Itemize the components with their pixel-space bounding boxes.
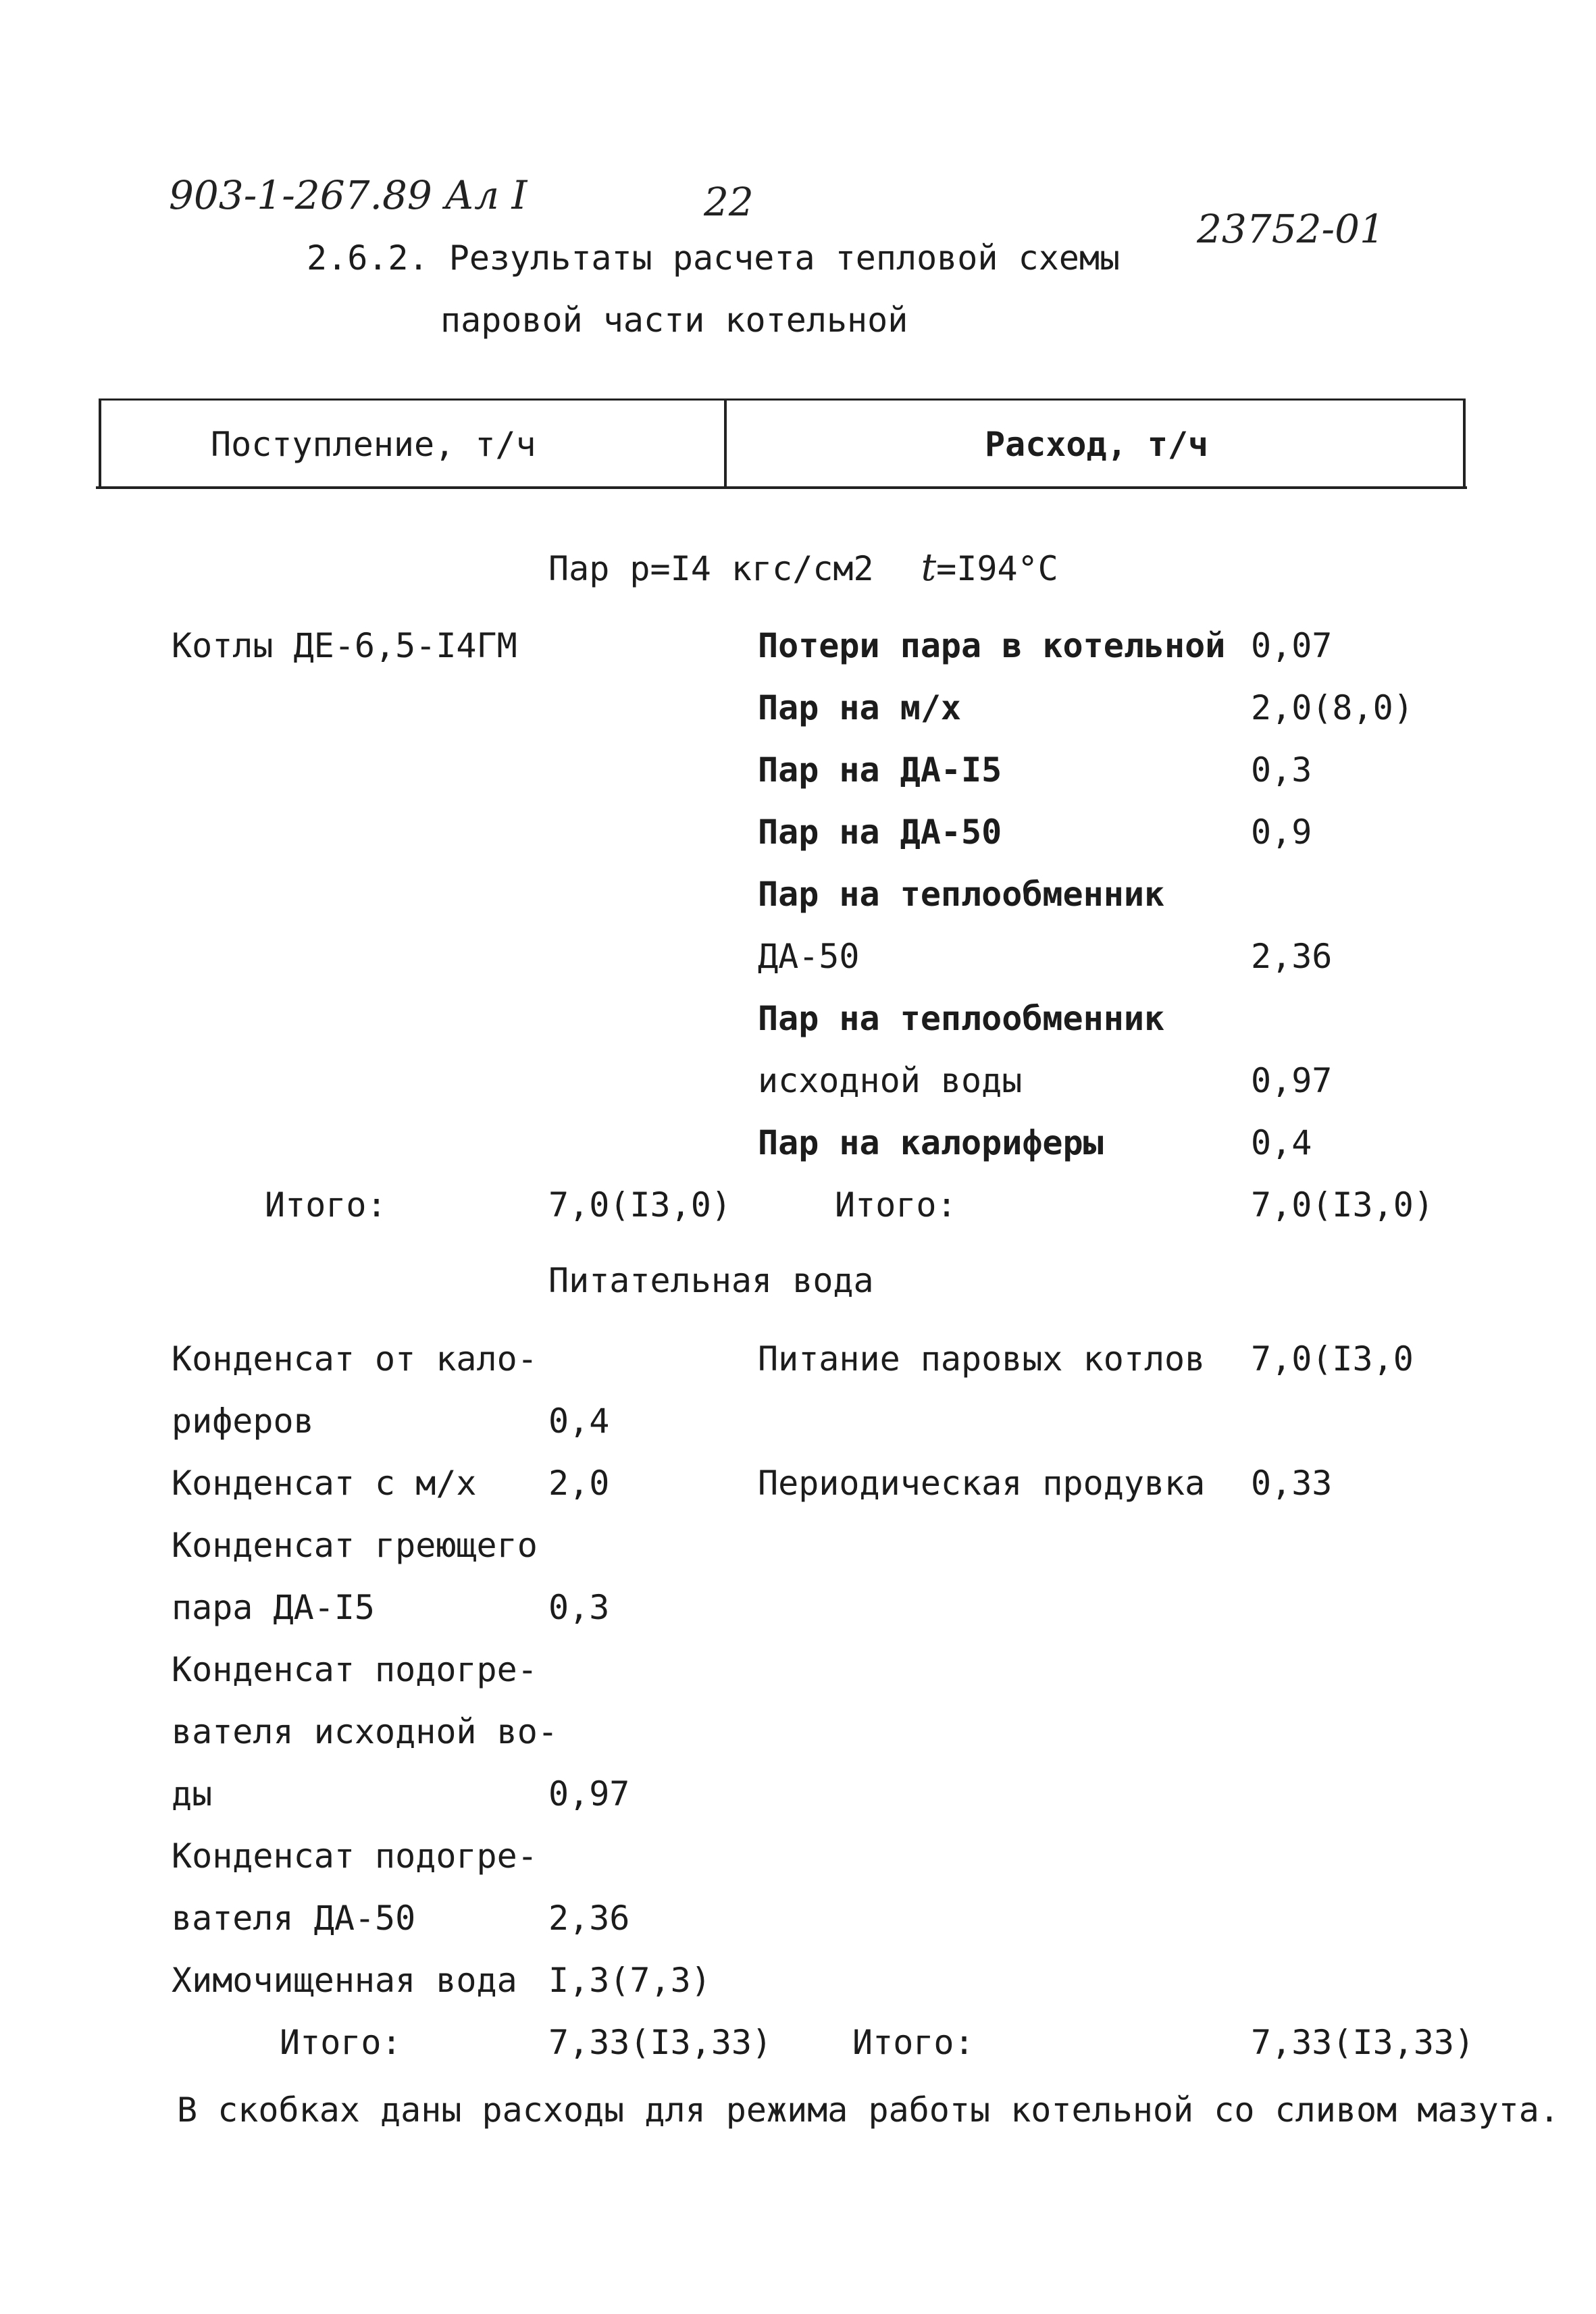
water-incoming-label-6: вателя исходной во- xyxy=(172,1712,558,1751)
steam-section-heading xyxy=(548,546,1058,590)
steam-incoming-label-0: Котлы ДЕ-6,5-I4ГМ xyxy=(172,626,517,665)
steam-total-label-out: Итого: xyxy=(835,1185,957,1225)
water-incoming-label-10: Химочищенная вода xyxy=(172,1961,517,2000)
section-title: 2.6.2. Результаты расчета тепловой схемы xyxy=(307,238,1121,278)
table-header-bottom-rule xyxy=(96,486,1467,489)
steam-outgoing-value-2: 0,3 xyxy=(1251,750,1312,790)
footnote: В скобках даны расходы для режима работы котельной со сливом мазута. xyxy=(177,2090,1560,2130)
steam-heading-temperature: =I94°C xyxy=(936,549,1058,588)
water-incoming-label-7: ды xyxy=(172,1774,213,1814)
steam-outgoing-value-3: 0,9 xyxy=(1251,813,1312,852)
steam-outgoing-label-3: Пар на ДА-50 xyxy=(758,813,1002,852)
steam-outgoing-label-4: Пар на теплообменник xyxy=(758,875,1165,914)
water-incoming-label-3: Конденсат греющего xyxy=(172,1526,538,1565)
steam-outgoing-label-5: ДА-50 xyxy=(758,937,860,976)
column-header-incoming: Поступление, т/ч xyxy=(211,425,536,464)
steam-total-value-out: 7,0(I3,0) xyxy=(1251,1185,1434,1225)
steam-outgoing-label-2: Пар на ДА-I5 xyxy=(758,750,1002,790)
steam-total-value-in: 7,0(I3,0) xyxy=(548,1185,731,1225)
water-incoming-label-5: Конденсат подогре- xyxy=(172,1650,538,1689)
water-incoming-label-1: риферов xyxy=(172,1402,314,1441)
steam-outgoing-label-6: Пар на теплообменник xyxy=(758,999,1165,1038)
water-incoming-value-1: 0,4 xyxy=(548,1402,610,1441)
document-code: 903-1-267.89 Ал I xyxy=(169,172,527,218)
water-incoming-value-7: 0,97 xyxy=(548,1774,630,1814)
steam-outgoing-label-8: Пар на калориферы xyxy=(758,1123,1104,1162)
steam-heading-pressure: Пар р=I4 кгс/см2 xyxy=(548,549,874,588)
water-outgoing-value-1: 0,33 xyxy=(1251,1464,1333,1503)
water-total-value-out: 7,33(I3,33) xyxy=(1251,2023,1475,2062)
water-outgoing-label-0: Питание паровых котлов xyxy=(758,1339,1206,1379)
water-incoming-value-10: I,3(7,3) xyxy=(548,1961,711,2000)
column-header-outgoing: Расход, т/ч xyxy=(985,425,1209,464)
steam-outgoing-value-5: 2,36 xyxy=(1251,937,1333,976)
steam-outgoing-value-0: 0,07 xyxy=(1251,626,1333,665)
water-incoming-label-4: пара ДА-I5 xyxy=(172,1588,376,1627)
water-incoming-label-8: Конденсат подогре- xyxy=(172,1836,538,1876)
steam-outgoing-label-7: исходной воды xyxy=(758,1061,1023,1100)
inventory-number: 23752-01 xyxy=(1197,206,1385,252)
water-incoming-value-9: 2,36 xyxy=(548,1899,630,1938)
page-number: 22 xyxy=(704,179,754,225)
steam-outgoing-value-7: 0,97 xyxy=(1251,1061,1333,1100)
steam-outgoing-value-1: 2,0(8,0) xyxy=(1251,688,1414,727)
water-total-label-out: Итого: xyxy=(852,2023,975,2062)
steam-total-label-in: Итого: xyxy=(265,1185,387,1225)
water-incoming-label-9: вателя ДА-50 xyxy=(172,1899,416,1938)
water-total-label-in: Итого: xyxy=(280,2023,402,2062)
section-subtitle: паровой части котельной xyxy=(440,301,908,340)
water-total-value-in: 7,33(I3,33) xyxy=(548,2023,773,2062)
table-header-divider xyxy=(724,398,727,489)
steam-outgoing-label-0: Потери пара в котельной xyxy=(758,626,1226,665)
water-outgoing-value-0: 7,0(I3,0 xyxy=(1251,1339,1414,1379)
steam-outgoing-label-1: Пар на м/х xyxy=(758,688,962,727)
steam-outgoing-value-8: 0,4 xyxy=(1251,1123,1312,1162)
water-outgoing-label-1: Периодическая продувка xyxy=(758,1464,1206,1503)
steam-heading-t-symbol: t xyxy=(921,546,937,590)
water-incoming-label-2: Конденсат с м/х xyxy=(172,1464,477,1503)
water-section-heading: Питательная вода xyxy=(548,1261,874,1300)
water-incoming-value-2: 2,0 xyxy=(548,1464,610,1503)
water-incoming-label-0: Конденсат от кало- xyxy=(172,1339,538,1379)
water-incoming-value-4: 0,3 xyxy=(548,1588,610,1627)
